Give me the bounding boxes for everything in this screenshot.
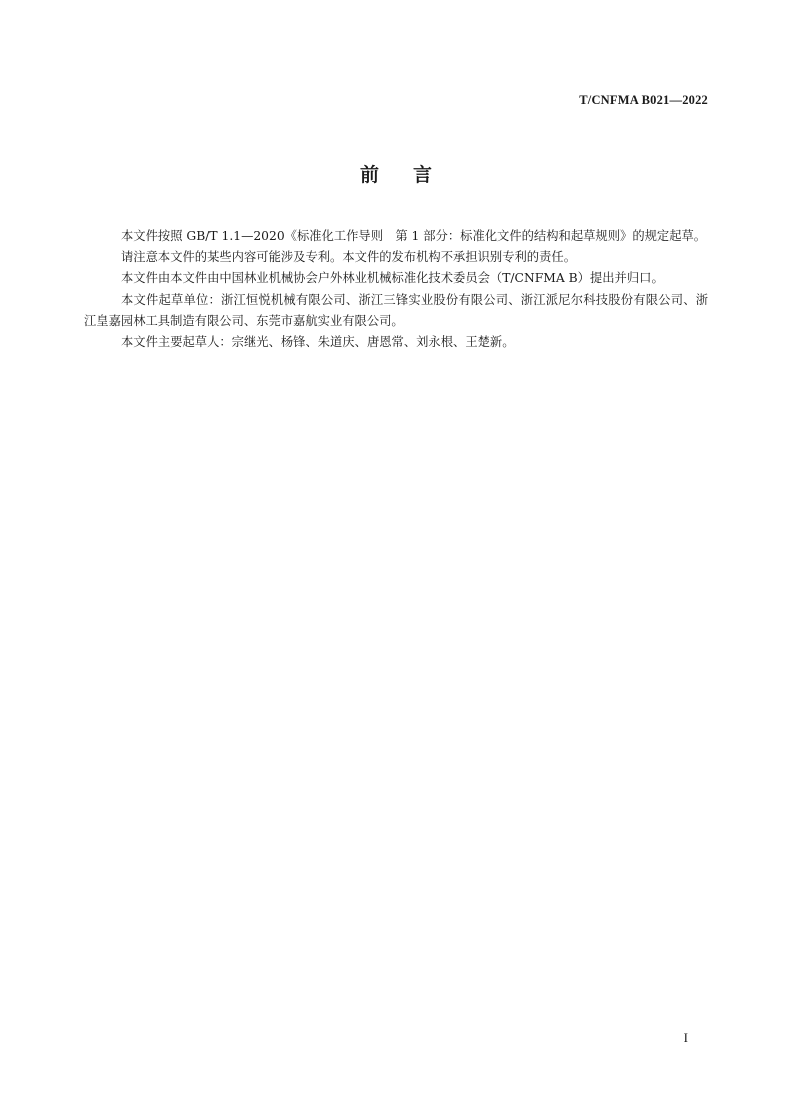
standard-code-header: T/CNFMA B021—2022 [579, 93, 708, 107]
paragraph-drafters: 本文件主要起草人：宗继光、杨锋、朱道庆、唐恩常、刘永根、王楚新。 [121, 335, 515, 350]
paragraph-drafting-rules: 本文件按照 GB/T 1.1—2020《标准化工作导则 第 1 部分：标准化文件的结构和起草规则》的规定起草。 [121, 229, 707, 243]
page-title: 前言 [359, 164, 466, 186]
paragraph-drafting-units: 本文件起草单位：浙江恒悦机械有限公司、浙江三锋实业股份有限公司、浙江派尼尔科技股份有限公司、浙江皇嘉园林工具制造有限公司、东莞市嘉航实业有限公司。 [84, 292, 708, 328]
paragraph-patent-notice: 请注意本文件的某些内容可能涉及专利。本文件的发布机构不承担识别专利的责任。 [121, 250, 576, 265]
paragraph-proposer: 本文件由本文件由中国林业机械协会户外林业机械标准化技术委员会（T/CNFMA B）提出并归口。 [121, 271, 664, 286]
foreword-body [84, 226, 708, 353]
page-number: I [683, 1030, 688, 1045]
